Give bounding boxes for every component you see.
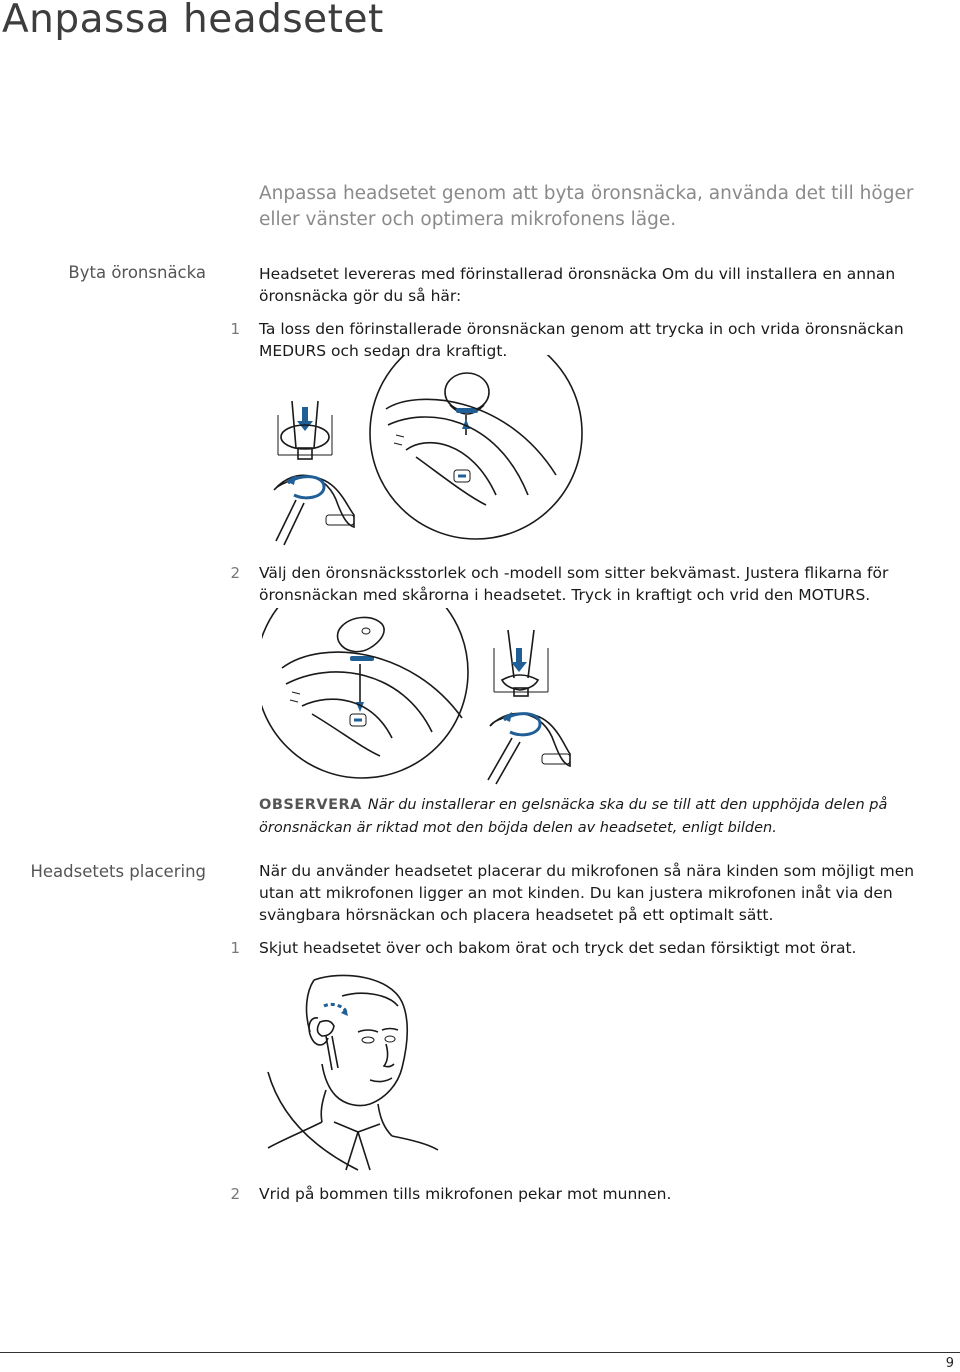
- ear-tip-removal-illustration: [266, 355, 596, 550]
- close-up-circle: [262, 608, 468, 778]
- ear-tip-intro: Headsetet levereras med förinstallerad öronsnäcka Om du vill installera en annan öronsnäcka gör du så här:: [259, 265, 896, 305]
- close-up-circle: [370, 355, 582, 539]
- ear-tip-install-illustration: [262, 608, 582, 788]
- press-rotate-diagram: [488, 630, 570, 784]
- note-box: [259, 794, 949, 840]
- step-number: 2: [230, 1185, 240, 1203]
- intro-text: Anpassa headsetet genom att byta öronsnäcka, använda det till höger eller vänster och optimera mikrofonens läge.: [259, 183, 914, 230]
- note-text: När du installerar en gelsnäcka ska du se till att den upphöjda delen på öronsnäckan är riktad mot den böjda delen av headsetet, enligt bilden.: [259, 797, 888, 836]
- step-text: Välj den öronsnäcksstorlek och -modell som sitter bekvämast. Justera flikarna för öronsnäckan med skårorna i headsetet. Tryck in kraftigt och vrid den MOTURS.: [259, 564, 889, 604]
- step-number: 1: [230, 939, 240, 957]
- placement-intro: När du använder headsetet placerar du mikrofonen så nära kinden som möjligt men utan att mikrofonen ligger an mot kinden. Du kan justera mikrofonen inåt via den svängbara hörsnäckan och placera headsetet på ett optimalt sätt.: [259, 862, 915, 924]
- section-label-ear-tip: Byta öronsnäcka: [68, 263, 206, 282]
- page-number: 9: [945, 1356, 954, 1371]
- step-text: Skjut headsetet över och bakom örat och tryck det sedan försiktigt mot örat.: [259, 939, 857, 957]
- footer-divider: [0, 1352, 960, 1353]
- step-number: 2: [230, 564, 240, 582]
- headset-wearing-illustration: [262, 972, 442, 1172]
- step-text: Ta loss den förinstallerade öronsnäckan genom att trycka in och vrida öronsnäckan MEDURS och sedan dra kraftigt.: [259, 320, 904, 360]
- press-rotate-diagram: [274, 401, 354, 545]
- note-label: OBSERVERA: [259, 797, 362, 813]
- page-title: Anpassa headsetet: [2, 0, 384, 42]
- section-label-placement: Headsetets placering: [30, 862, 206, 881]
- step-text: Vrid på bommen tills mikrofonen pekar mot munnen.: [259, 1185, 672, 1203]
- step-number: 1: [230, 320, 240, 338]
